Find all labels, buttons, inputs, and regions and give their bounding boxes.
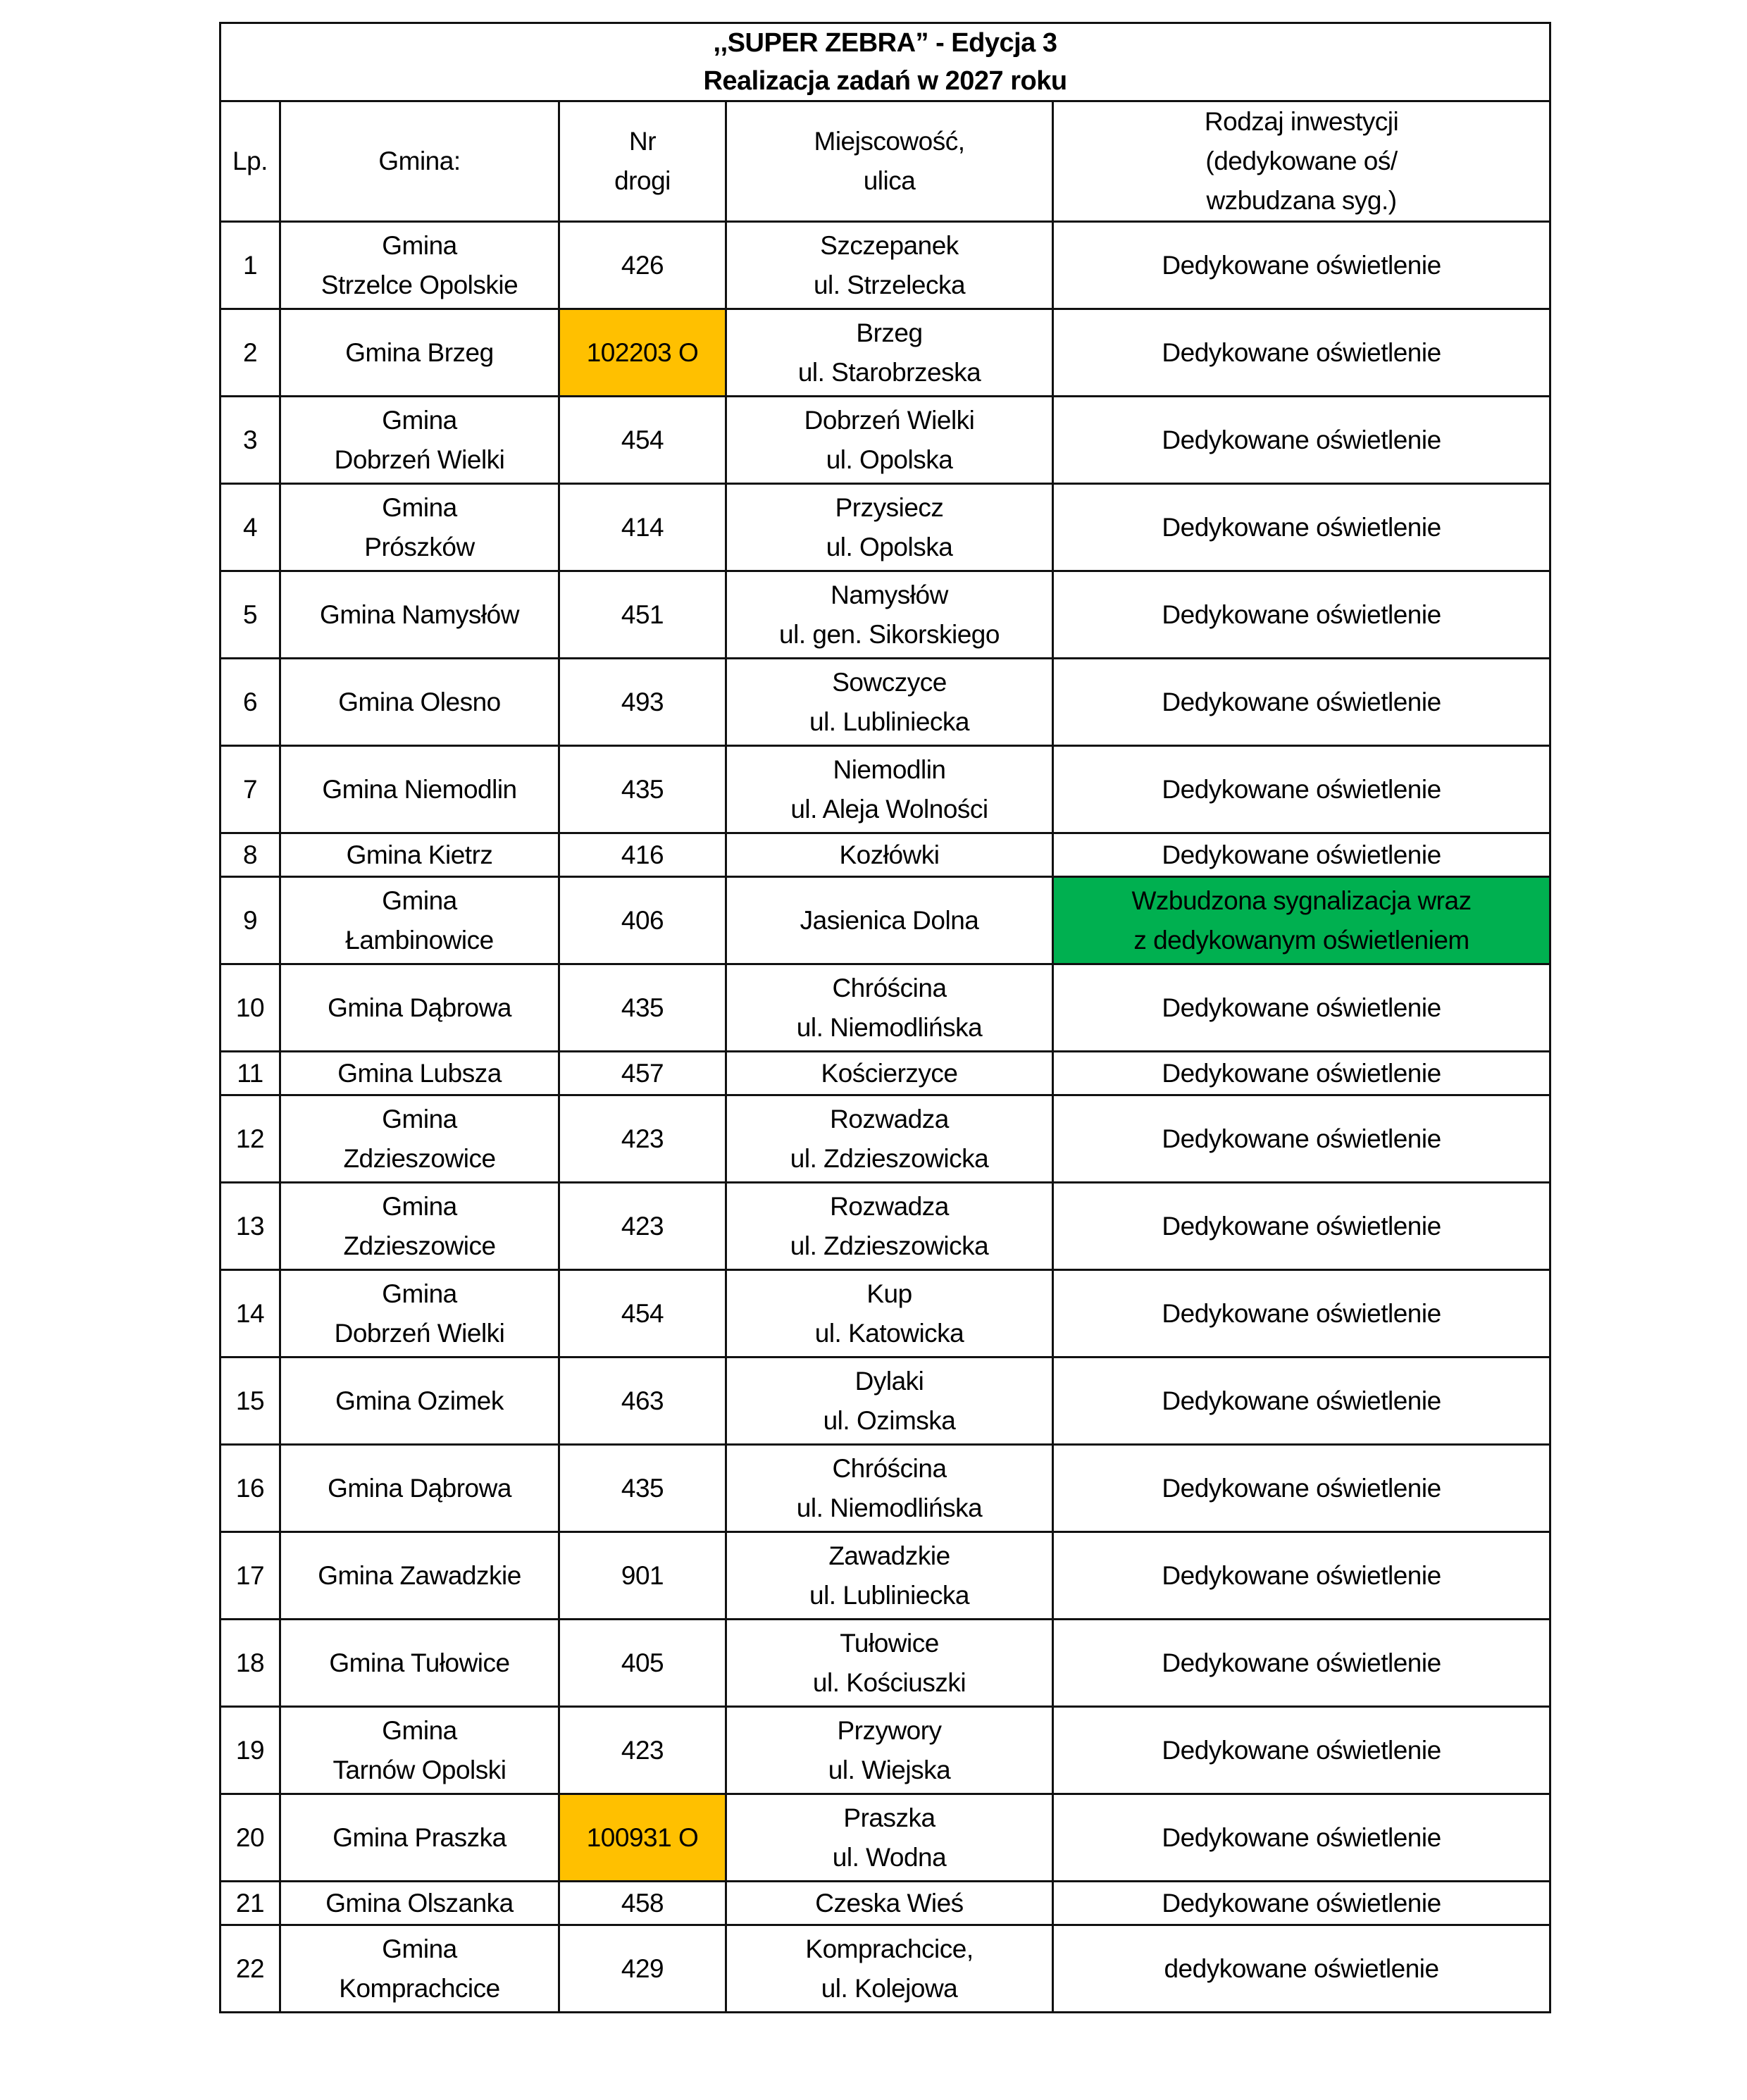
cell-lp: 9 xyxy=(220,877,280,964)
cell-gmina xyxy=(280,222,559,309)
table-row xyxy=(220,1357,1550,1445)
cell-gmina xyxy=(280,1532,559,1620)
cell-miejscowosc xyxy=(726,1095,1053,1183)
cell-gmina xyxy=(280,1357,559,1445)
cell-gmina-line: Gmina xyxy=(382,1934,457,1963)
cell-miejscowosc-line: ul. Wodna xyxy=(832,1842,947,1872)
cell-nr-drogi: 463 xyxy=(559,1357,726,1445)
cell-rodzaj-inwestycji xyxy=(1053,1882,1550,1925)
cell-gmina xyxy=(280,1620,559,1707)
cell-lp: 7 xyxy=(220,746,280,833)
cell-rodzaj-inwestycji-line: Dedykowane oświetlenie xyxy=(1162,425,1441,454)
cell-gmina xyxy=(280,1445,559,1532)
cell-miejscowosc xyxy=(726,1620,1053,1707)
cell-lp: 1 xyxy=(220,222,280,309)
cell-nr-drogi: 451 xyxy=(559,571,726,659)
cell-miejscowosc xyxy=(726,1270,1053,1357)
cell-rodzaj-inwestycji xyxy=(1053,1794,1550,1882)
cell-nr-drogi: 102203 O xyxy=(559,309,726,397)
cell-miejscowosc-line: Komprachcice, xyxy=(805,1934,974,1963)
cell-lp: 8 xyxy=(220,833,280,877)
cell-nr-drogi: 901 xyxy=(559,1532,726,1620)
cell-rodzaj-inwestycji xyxy=(1053,964,1550,1052)
cell-rodzaj-inwestycji xyxy=(1053,1052,1550,1095)
cell-lp: 6 xyxy=(220,659,280,746)
header-nr-drogi-line: drogi xyxy=(614,166,671,195)
header-rodzaj-inwestycji xyxy=(1053,101,1550,222)
cell-gmina-line: Zdzieszowice xyxy=(343,1231,496,1260)
cell-miejscowosc xyxy=(726,1707,1053,1794)
cell-rodzaj-inwestycji-line: Dedykowane oświetlenie xyxy=(1162,599,1441,629)
table-row xyxy=(220,1183,1550,1270)
cell-rodzaj-inwestycji xyxy=(1053,659,1550,746)
cell-gmina-line: Gmina Dąbrowa xyxy=(328,993,511,1022)
cell-rodzaj-inwestycji xyxy=(1053,309,1550,397)
cell-miejscowosc xyxy=(726,659,1053,746)
table-row xyxy=(220,1445,1550,1532)
cell-rodzaj-inwestycji-line: Dedykowane oświetlenie xyxy=(1162,1888,1441,1918)
cell-rodzaj-inwestycji-line: Dedykowane oświetlenie xyxy=(1162,993,1441,1022)
cell-miejscowosc-line: ul. Starobrzeska xyxy=(797,357,981,387)
cell-miejscowosc-line: ul. Lubliniecka xyxy=(809,1580,969,1610)
cell-rodzaj-inwestycji-line: Dedykowane oświetlenie xyxy=(1162,840,1441,869)
cell-rodzaj-inwestycji xyxy=(1053,1532,1550,1620)
cell-rodzaj-inwestycji-line: Dedykowane oświetlenie xyxy=(1162,1735,1441,1765)
cell-lp: 12 xyxy=(220,1095,280,1183)
cell-gmina-line: Komprachcice xyxy=(339,1973,500,2003)
cell-gmina xyxy=(280,1270,559,1357)
cell-miejscowosc-line: Sowczyce xyxy=(832,667,947,697)
cell-gmina-line: Dobrzeń Wielki xyxy=(334,1318,505,1348)
cell-miejscowosc-line: Chróścina xyxy=(832,973,947,1002)
cell-lp: 10 xyxy=(220,964,280,1052)
table-row xyxy=(220,1794,1550,1882)
header-miejscowosc xyxy=(726,101,1053,222)
cell-gmina-line: Gmina xyxy=(382,886,457,915)
cell-gmina xyxy=(280,1183,559,1270)
cell-rodzaj-inwestycji xyxy=(1053,1445,1550,1532)
table-row xyxy=(220,1052,1550,1095)
cell-rodzaj-inwestycji-line: z dedykowanym oświetleniem xyxy=(1133,925,1469,955)
cell-miejscowosc-line: Przywory xyxy=(837,1715,942,1745)
table-row xyxy=(220,877,1550,964)
cell-rodzaj-inwestycji-line: Wzbudzona sygnalizacja wraz xyxy=(1131,886,1472,915)
cell-gmina xyxy=(280,1095,559,1183)
cell-nr-drogi: 100931 O xyxy=(559,1794,726,1882)
cell-gmina-line: Gmina xyxy=(382,1191,457,1221)
cell-miejscowosc-line: Dobrzeń Wielki xyxy=(804,405,975,435)
cell-gmina xyxy=(280,1882,559,1925)
cell-lp: 22 xyxy=(220,1925,280,2013)
cell-lp: 5 xyxy=(220,571,280,659)
cell-nr-drogi: 406 xyxy=(559,877,726,964)
title-line-1: ,,SUPER ZEBRA” - Edycja 3 xyxy=(713,28,1057,58)
header-rodzaj-line: Rodzaj inwestycji xyxy=(1204,107,1399,136)
cell-nr-drogi: 454 xyxy=(559,397,726,484)
cell-rodzaj-inwestycji xyxy=(1053,397,1550,484)
cell-miejscowosc xyxy=(726,964,1053,1052)
cell-nr-drogi: 435 xyxy=(559,964,726,1052)
table-row xyxy=(220,222,1550,309)
table-row xyxy=(220,484,1550,571)
table-row xyxy=(220,1270,1550,1357)
cell-lp: 17 xyxy=(220,1532,280,1620)
cell-nr-drogi: 405 xyxy=(559,1620,726,1707)
cell-rodzaj-inwestycji-line: Dedykowane oświetlenie xyxy=(1162,687,1441,716)
document-title xyxy=(220,23,1550,101)
cell-rodzaj-inwestycji xyxy=(1053,1707,1550,1794)
table-row xyxy=(220,964,1550,1052)
cell-lp: 14 xyxy=(220,1270,280,1357)
cell-gmina-line: Gmina Dąbrowa xyxy=(328,1473,511,1503)
header-gmina: Gmina: xyxy=(280,101,559,222)
cell-gmina-line: Łambinowice xyxy=(345,925,494,955)
table-row xyxy=(220,1882,1550,1925)
cell-nr-drogi: 457 xyxy=(559,1052,726,1095)
cell-gmina xyxy=(280,309,559,397)
title-line-2: Realizacja zadań w 2027 roku xyxy=(703,66,1067,96)
cell-miejscowosc xyxy=(726,484,1053,571)
cell-gmina-line: Gmina xyxy=(382,230,457,260)
table-row xyxy=(220,571,1550,659)
header-miejscowosc-line: Miejscowość, xyxy=(814,127,965,156)
cell-gmina xyxy=(280,833,559,877)
cell-rodzaj-inwestycji xyxy=(1053,1095,1550,1183)
cell-miejscowosc xyxy=(726,833,1053,877)
cell-rodzaj-inwestycji-line: Dedykowane oświetlenie xyxy=(1162,1386,1441,1415)
cell-gmina-line: Gmina Kietrz xyxy=(346,840,493,869)
cell-lp: 18 xyxy=(220,1620,280,1707)
cell-miejscowosc-line: Namysłów xyxy=(831,580,948,609)
cell-lp: 13 xyxy=(220,1183,280,1270)
cell-nr-drogi: 435 xyxy=(559,1445,726,1532)
cell-lp: 2 xyxy=(220,309,280,397)
cell-miejscowosc-line: ul. Opolska xyxy=(826,445,953,474)
cell-gmina xyxy=(280,1794,559,1882)
cell-miejscowosc xyxy=(726,1794,1053,1882)
cell-gmina-line: Gmina Olesno xyxy=(338,687,501,716)
cell-miejscowosc xyxy=(726,1052,1053,1095)
cell-miejscowosc-line: ul. Opolska xyxy=(826,532,953,561)
cell-gmina-line: Tarnów Opolski xyxy=(332,1755,506,1784)
cell-rodzaj-inwestycji xyxy=(1053,1357,1550,1445)
cell-lp: 16 xyxy=(220,1445,280,1532)
cell-gmina-line: Gmina Tułowice xyxy=(329,1648,510,1677)
header-row xyxy=(220,101,1550,222)
cell-miejscowosc-line: ul. Niemodlińska xyxy=(796,1493,983,1522)
cell-miejscowosc xyxy=(726,222,1053,309)
cell-miejscowosc xyxy=(726,571,1053,659)
cell-lp: 3 xyxy=(220,397,280,484)
cell-miejscowosc-line: ul. gen. Sikorskiego xyxy=(779,619,1000,649)
table-row xyxy=(220,1925,1550,2013)
cell-gmina-line: Gmina Niemodlin xyxy=(322,774,517,804)
cell-gmina-line: Gmina Olszanka xyxy=(325,1888,514,1918)
cell-rodzaj-inwestycji xyxy=(1053,746,1550,833)
cell-rodzaj-inwestycji-line: Dedykowane oświetlenie xyxy=(1162,1648,1441,1677)
investments-table xyxy=(219,22,1551,2013)
cell-gmina xyxy=(280,397,559,484)
cell-lp: 21 xyxy=(220,1882,280,1925)
cell-miejscowosc xyxy=(726,309,1053,397)
cell-nr-drogi: 493 xyxy=(559,659,726,746)
cell-rodzaj-inwestycji xyxy=(1053,1183,1550,1270)
cell-miejscowosc-line: Przysiecz xyxy=(835,492,944,522)
cell-lp: 19 xyxy=(220,1707,280,1794)
header-rodzaj-line: (dedykowane oś/ xyxy=(1205,147,1398,175)
cell-gmina-line: Gmina Brzeg xyxy=(345,337,494,367)
cell-miejscowosc-line: Zawadzkie xyxy=(828,1541,950,1570)
table-row xyxy=(220,833,1550,877)
cell-nr-drogi: 423 xyxy=(559,1183,726,1270)
cell-miejscowosc xyxy=(726,877,1053,964)
cell-rodzaj-inwestycji xyxy=(1053,1925,1550,2013)
cell-miejscowosc-line: ul. Strzelecka xyxy=(813,270,966,299)
cell-gmina-line: Gmina xyxy=(382,1715,457,1745)
cell-gmina-line: Gmina Lubsza xyxy=(337,1058,502,1088)
cell-gmina-line: Dobrzeń Wielki xyxy=(334,445,505,474)
cell-miejscowosc-line: Kozłówki xyxy=(839,840,940,869)
cell-nr-drogi: 426 xyxy=(559,222,726,309)
cell-miejscowosc-line: Szczepanek xyxy=(820,230,959,260)
cell-miejscowosc-line: Tułowice xyxy=(840,1628,939,1658)
cell-rodzaj-inwestycji-line: Dedykowane oświetlenie xyxy=(1162,1211,1441,1241)
cell-nr-drogi: 429 xyxy=(559,1925,726,2013)
cell-miejscowosc-line: ul. Kolejowa xyxy=(821,1973,958,2003)
cell-rodzaj-inwestycji-line: Dedykowane oświetlenie xyxy=(1162,1298,1441,1328)
cell-gmina xyxy=(280,877,559,964)
cell-rodzaj-inwestycji-line: Dedykowane oświetlenie xyxy=(1162,512,1441,542)
cell-miejscowosc-line: Kup xyxy=(866,1279,912,1308)
cell-gmina-line: Gmina Praszka xyxy=(332,1822,506,1852)
cell-miejscowosc-line: ul. Kościuszki xyxy=(812,1667,966,1697)
cell-nr-drogi: 423 xyxy=(559,1707,726,1794)
cell-rodzaj-inwestycji xyxy=(1053,571,1550,659)
cell-miejscowosc xyxy=(726,1445,1053,1532)
cell-gmina xyxy=(280,484,559,571)
header-nr-drogi xyxy=(559,101,726,222)
cell-gmina xyxy=(280,571,559,659)
cell-miejscowosc-line: Praszka xyxy=(843,1803,935,1832)
cell-nr-drogi: 423 xyxy=(559,1095,726,1183)
cell-rodzaj-inwestycji-line: Dedykowane oświetlenie xyxy=(1162,337,1441,367)
table-row xyxy=(220,1095,1550,1183)
table-row xyxy=(220,1532,1550,1620)
cell-miejscowosc xyxy=(726,1532,1053,1620)
cell-miejscowosc xyxy=(726,397,1053,484)
cell-gmina-line: Gmina xyxy=(382,492,457,522)
header-miejscowosc-line: ulica xyxy=(863,166,916,195)
cell-rodzaj-inwestycji xyxy=(1053,222,1550,309)
cell-rodzaj-inwestycji-line: dedykowane oświetlenie xyxy=(1164,1953,1439,1983)
cell-rodzaj-inwestycji-line: Dedykowane oświetlenie xyxy=(1162,1124,1441,1153)
cell-miejscowosc-line: Dylaki xyxy=(854,1366,924,1396)
cell-miejscowosc-line: ul. Ozimska xyxy=(823,1405,956,1435)
table-row xyxy=(220,659,1550,746)
cell-nr-drogi: 458 xyxy=(559,1882,726,1925)
cell-miejscowosc xyxy=(726,746,1053,833)
cell-rodzaj-inwestycji xyxy=(1053,833,1550,877)
cell-miejscowosc-line: Rozwadza xyxy=(830,1104,949,1133)
cell-rodzaj-inwestycji-line: Dedykowane oświetlenie xyxy=(1162,250,1441,280)
cell-miejscowosc-line: Jasienica Dolna xyxy=(800,905,979,935)
cell-gmina-line: Prószków xyxy=(364,532,475,561)
cell-rodzaj-inwestycji-line: Dedykowane oświetlenie xyxy=(1162,1822,1441,1852)
cell-lp: 15 xyxy=(220,1357,280,1445)
cell-miejscowosc xyxy=(726,1183,1053,1270)
cell-miejscowosc-line: ul. Zdzieszowicka xyxy=(790,1143,989,1173)
header-rodzaj-line: wzbudzana syg.) xyxy=(1206,186,1397,215)
title-row xyxy=(220,23,1550,101)
cell-gmina-line: Gmina Zawadzkie xyxy=(318,1560,521,1590)
cell-miejscowosc-line: Czeska Wieś xyxy=(815,1888,964,1918)
cell-lp: 11 xyxy=(220,1052,280,1095)
cell-miejscowosc-line: ul. Niemodlińska xyxy=(796,1012,983,1042)
cell-lp: 20 xyxy=(220,1794,280,1882)
cell-gmina-line: Strzelce Opolskie xyxy=(321,270,518,299)
table-row xyxy=(220,746,1550,833)
cell-gmina-line: Gmina xyxy=(382,1104,457,1133)
cell-rodzaj-inwestycji xyxy=(1053,1270,1550,1357)
cell-rodzaj-inwestycji xyxy=(1053,484,1550,571)
cell-miejscowosc-line: Brzeg xyxy=(856,318,923,347)
cell-nr-drogi: 414 xyxy=(559,484,726,571)
cell-nr-drogi: 454 xyxy=(559,1270,726,1357)
cell-rodzaj-inwestycji-line: Dedykowane oświetlenie xyxy=(1162,1473,1441,1503)
cell-miejscowosc-line: Rozwadza xyxy=(830,1191,949,1221)
cell-rodzaj-inwestycji-line: Dedykowane oświetlenie xyxy=(1162,774,1441,804)
cell-lp: 4 xyxy=(220,484,280,571)
cell-miejscowosc-line: Niemodlin xyxy=(833,754,946,784)
cell-rodzaj-inwestycji xyxy=(1053,877,1550,964)
cell-gmina-line: Gmina xyxy=(382,405,457,435)
cell-miejscowosc xyxy=(726,1882,1053,1925)
cell-gmina-line: Gmina xyxy=(382,1279,457,1308)
cell-rodzaj-inwestycji-line: Dedykowane oświetlenie xyxy=(1162,1058,1441,1088)
cell-nr-drogi: 435 xyxy=(559,746,726,833)
table-row xyxy=(220,397,1550,484)
cell-gmina xyxy=(280,1925,559,2013)
cell-gmina xyxy=(280,1707,559,1794)
cell-rodzaj-inwestycji xyxy=(1053,1620,1550,1707)
cell-rodzaj-inwestycji-line: Dedykowane oświetlenie xyxy=(1162,1560,1441,1590)
table-row xyxy=(220,1620,1550,1707)
cell-gmina-line: Gmina Ozimek xyxy=(335,1386,504,1415)
cell-miejscowosc-line: Kościerzyce xyxy=(821,1058,958,1088)
cell-miejscowosc-line: ul. Katowicka xyxy=(814,1318,964,1348)
cell-gmina xyxy=(280,1052,559,1095)
cell-miejscowosc-line: ul. Lubliniecka xyxy=(809,707,969,736)
cell-miejscowosc-line: ul. Aleja Wolności xyxy=(790,794,988,824)
header-lp: Lp. xyxy=(220,101,280,222)
cell-gmina-line: Gmina Namysłów xyxy=(320,599,519,629)
cell-gmina xyxy=(280,659,559,746)
cell-miejscowosc-line: Chróścina xyxy=(832,1453,947,1483)
cell-nr-drogi: 416 xyxy=(559,833,726,877)
cell-miejscowosc-line: ul. Zdzieszowicka xyxy=(790,1231,989,1260)
table-row xyxy=(220,309,1550,397)
cell-gmina xyxy=(280,964,559,1052)
cell-miejscowosc-line: ul. Wiejska xyxy=(828,1755,951,1784)
cell-miejscowosc xyxy=(726,1357,1053,1445)
header-nr-drogi-line: Nr xyxy=(628,127,657,156)
table-row xyxy=(220,1707,1550,1794)
cell-miejscowosc xyxy=(726,1925,1053,2013)
cell-gmina xyxy=(280,746,559,833)
cell-gmina-line: Zdzieszowice xyxy=(343,1143,496,1173)
